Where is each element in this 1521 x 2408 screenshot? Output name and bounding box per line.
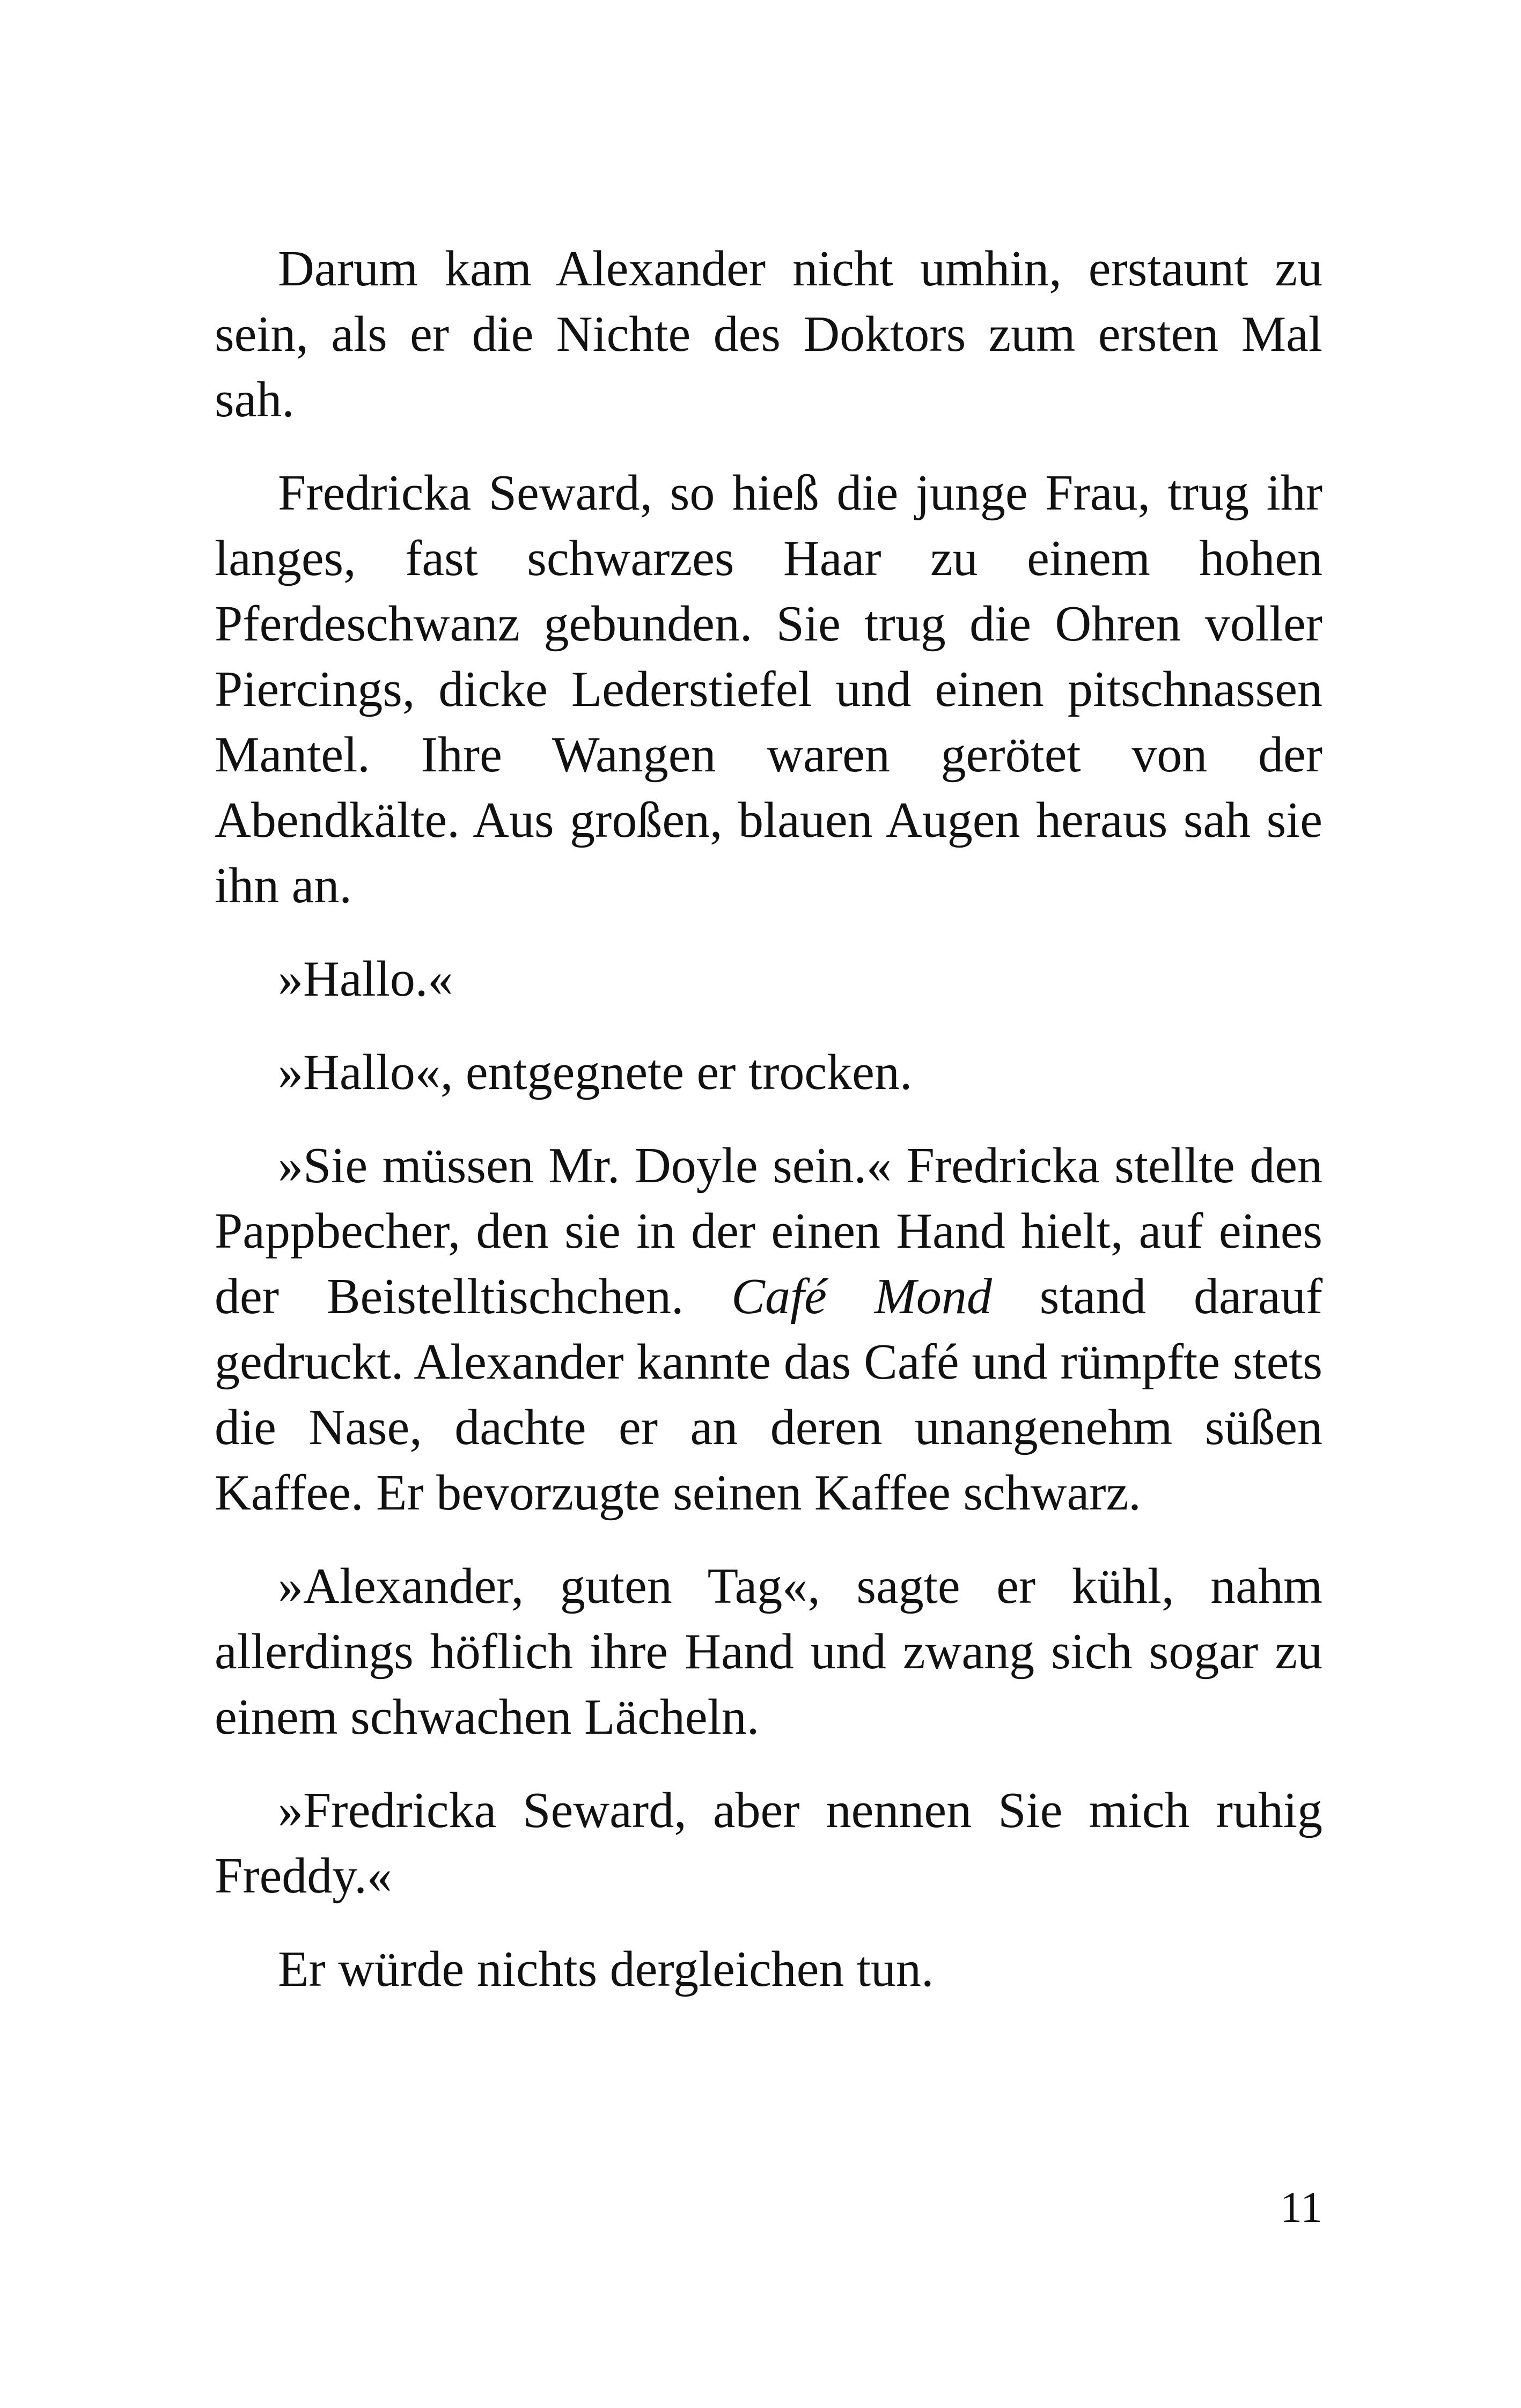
paragraph-8: Er würde nichts dergleichen tun. — [278, 1941, 934, 1997]
paragraph-7: »Fredricka Seward, aber nennen Sie mich ruhig Freddy.« — [215, 1783, 1322, 1904]
paragraph-4: »Hallo«, entgegnete er trocken. — [278, 1044, 913, 1100]
paragraph-5-text-start: »Sie müssen Mr. Doyle sein.« Fredricka stellte den Pappbecher, den sie in der einen Hand hielt, auf eines der Beistelltischchen. — [215, 1138, 1322, 1324]
cafe-name-italic: Café Mond — [731, 1269, 992, 1324]
paragraph-1: Darum kam Alexander nicht umhin, erstaunt zu sein, als er die Nichte des Doktors zum ersten Mal sah. — [215, 241, 1322, 428]
paragraph-5-text-end: stand darauf gedruckt. Alexander kannte das Café und rümpfte stets die Nase, dachte er an deren unangenehm süßen Kaffee. Er bevorzugte seinen Kaffee schwarz. — [215, 1269, 1322, 1521]
body-text — [215, 236, 1322, 2030]
paragraph-6: »Alexander, guten Tag«, sagte er kühl, nahm allerdings höflich ihre Hand und zwang sich sogar zu einem schwachen Lächeln. — [215, 1558, 1322, 1745]
paragraph-2: Fredricka Seward, so hieß die junge Frau, trug ihr langes, fast schwarzes Haar zu einem hohen Pferdeschwanz gebunden. Sie trug die Ohren voller Piercings, dicke Lederstiefel und einen pitschnassen Mantel. Ihre Wangen waren gerötet von der Abendkälte. Aus großen, blauen Augen heraus sah sie ihn an. — [215, 465, 1322, 914]
paragraph-3: »Hallo.« — [278, 951, 453, 1007]
page-number: 11 — [1280, 2183, 1322, 2232]
paragraph-5 — [215, 1133, 1322, 1526]
